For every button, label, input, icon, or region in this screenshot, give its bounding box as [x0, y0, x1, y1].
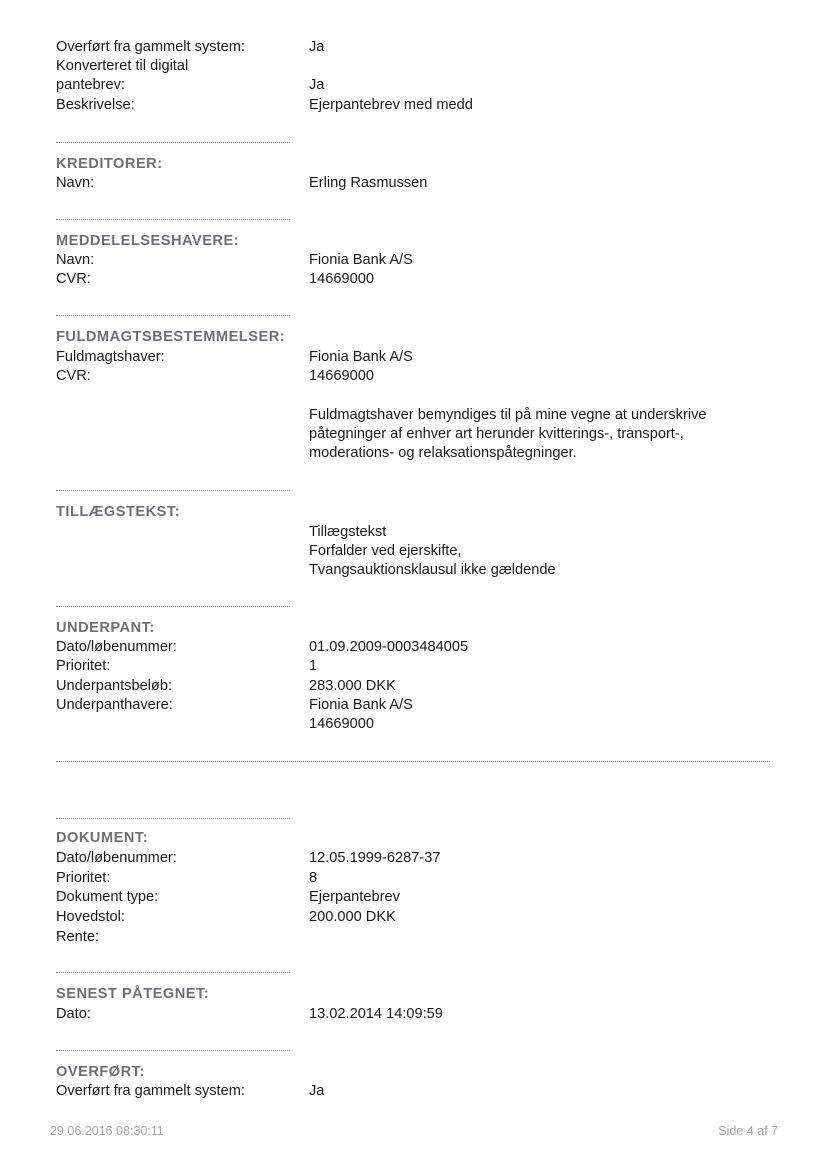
- field-row: [56, 38, 776, 57]
- field-row: [56, 523, 776, 583]
- field-row: [56, 657, 776, 676]
- field-label: Prioritet:: [56, 658, 111, 674]
- field-value: Erling Rasmussen: [309, 175, 428, 191]
- field-value: Ja: [309, 39, 325, 55]
- section-divider: [56, 219, 290, 220]
- section-divider: [56, 606, 290, 607]
- field-row: [56, 849, 776, 868]
- field-label: Beskrivelse:: [56, 97, 135, 113]
- field-row: [56, 928, 776, 947]
- field-label: CVR:: [56, 271, 91, 287]
- field-label: Overført fra gammelt system:: [56, 1083, 245, 1099]
- field-value: Fionia Bank A/S: [309, 349, 413, 365]
- field-row: [56, 174, 776, 193]
- field-value: Fionia Bank A/S: [309, 252, 413, 268]
- field-value: Ejerpantebrev: [309, 889, 400, 905]
- section-divider: [56, 818, 290, 819]
- tillaegstekst-text: Tillægstekst Forfalder ved ejerskifte, Tvangsauktionsklausul ikke gældende: [309, 524, 556, 578]
- section-divider: [56, 972, 290, 973]
- field-value: 1: [309, 658, 318, 674]
- field-row: [56, 367, 776, 386]
- section-heading-senest-paategnet: SENEST PÅTEGNET:: [56, 986, 210, 1002]
- field-label: Dato/løbenummer:: [56, 639, 177, 655]
- footer-page-number: Side 4 af 7: [718, 1124, 778, 1138]
- field-label: Prioritet:: [56, 870, 111, 886]
- section-divider: [56, 490, 290, 491]
- field-value: 12.05.1999-6287-37: [309, 850, 441, 866]
- field-label: Dokument type:: [56, 889, 159, 905]
- field-row: [56, 638, 776, 657]
- field-row: [56, 1005, 776, 1024]
- section-heading-fuldmagtsbestemmelser: FULDMAGTSBESTEMMELSER:: [56, 329, 286, 345]
- section-heading-kreditorer: KREDITORER:: [56, 156, 163, 172]
- field-label: Navn:: [56, 252, 95, 268]
- section-divider: [56, 315, 290, 316]
- field-label: Overført fra gammelt system:: [56, 39, 245, 55]
- field-label: Rente:: [56, 929, 99, 945]
- section-heading-underpant: UNDERPANT:: [56, 620, 155, 636]
- field-row: [56, 348, 776, 367]
- field-row: [56, 888, 776, 907]
- field-row: [56, 908, 776, 927]
- field-label: Dato/løbenummer:: [56, 850, 177, 866]
- field-label: Underpanthavere:: [56, 697, 173, 713]
- field-row: [56, 270, 776, 289]
- section-heading-tillaegstekst: TILLÆGSTEKST:: [56, 504, 181, 520]
- field-value: 200.000 DKK: [309, 909, 396, 925]
- field-value: 13.02.2014 14:09:59: [309, 1006, 443, 1022]
- field-value: Ja: [309, 77, 325, 93]
- field-row: [56, 696, 776, 734]
- section-heading-overfoert: OVERFØRT:: [56, 1064, 145, 1080]
- page-divider: [56, 761, 770, 762]
- field-value: 8: [309, 870, 318, 886]
- field-value: 14669000: [309, 368, 374, 384]
- section-divider: [56, 142, 290, 143]
- field-label: Underpantsbeløb:: [56, 678, 173, 694]
- field-row: [56, 251, 776, 270]
- field-label: Navn:: [56, 175, 95, 191]
- field-value: 14669000: [309, 271, 374, 287]
- field-value: 283.000 DKK: [309, 678, 396, 694]
- section-heading-dokument: DOKUMENT:: [56, 830, 149, 846]
- field-row: [56, 96, 776, 115]
- field-label: Dato:: [56, 1006, 91, 1022]
- section-heading-meddelelseshavere: MEDDELELSESHAVERE:: [56, 233, 240, 249]
- field-value: Fionia Bank A/S 14669000: [309, 697, 413, 732]
- field-row: [56, 57, 776, 95]
- field-value: Ja: [309, 1083, 325, 1099]
- field-value: Ejerpantebrev med medd: [309, 97, 473, 113]
- field-row: [56, 1082, 776, 1101]
- field-label: Fuldmagtshaver:: [56, 349, 165, 365]
- field-label: Hovedstol:: [56, 909, 125, 925]
- field-row: [56, 406, 776, 466]
- field-row: [56, 677, 776, 696]
- field-value: 01.09.2009-0003484005: [309, 639, 469, 655]
- footer-timestamp: 29.06.2016 08:30:11: [50, 1124, 164, 1138]
- section-divider: [56, 1050, 290, 1051]
- fuldmagt-text: Fuldmagtshaver bemyndiges til på mine vegne at underskrive påtegninger af enhver art herunder kvitterings-, transport-, moderations- og relaksationspåtegninger.: [309, 407, 707, 461]
- field-label: Konverteret til digital pantebrev:: [56, 58, 189, 93]
- field-label: CVR:: [56, 368, 91, 384]
- field-row: [56, 869, 776, 888]
